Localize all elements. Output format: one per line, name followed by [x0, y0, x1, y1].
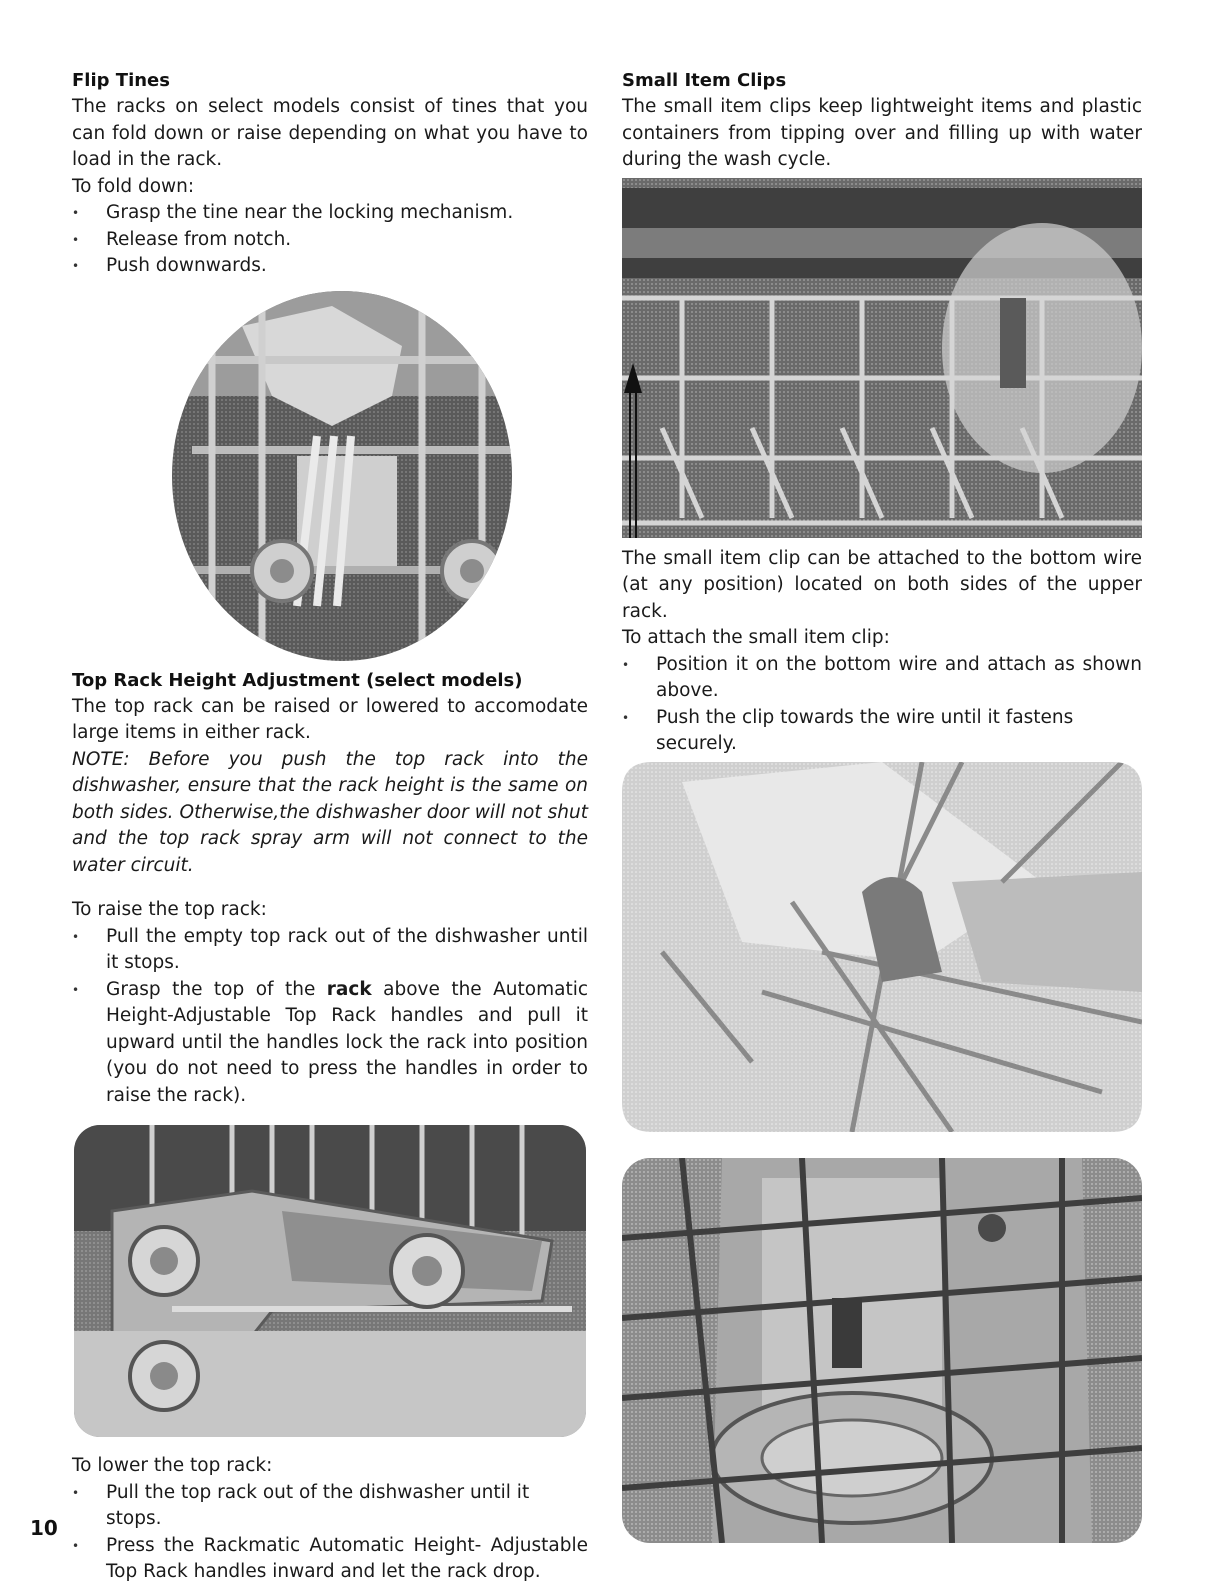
upper-rack-photo [622, 178, 1142, 538]
small-item-clips-intro: The small item clips keep lightweight items and plastic containers from tipping over and filling up with water during the wash cycle. [622, 96, 1142, 170]
fold-down-label: To fold down: [72, 175, 195, 197]
flip-tines-photo [72, 286, 588, 666]
clip-attach-photo [622, 762, 1142, 1132]
attach-step: • Position it on the bottom wire and attach as shown above. [622, 652, 1142, 705]
raise-step: • Pull the empty top rack out of the dishwasher until it stops. [72, 924, 588, 977]
raise-label: To raise the top rack: [72, 899, 267, 920]
attach-steps [622, 652, 1142, 758]
fold-step: • Release from notch. [72, 227, 588, 254]
small-item-clips-heading: Small Item Clips [622, 70, 787, 91]
attach-label: To attach the small item clip: [622, 627, 890, 648]
lower-steps [72, 1480, 588, 1586]
raise-steps [72, 924, 588, 1110]
fold-step: • Grasp the tine near the locking mechanism. [72, 200, 588, 227]
lower-step: • Press the Rackmatic Automatic Height- Adjustable Top Rack handles inward and let the rack drop. [72, 1533, 588, 1586]
top-rack-note: NOTE: Before you push the top rack into the dishwasher, ensure that the rack height is the same on both sides. Otherwise,the dishwasher door will not shut and the top rack spray arm will not connect to the water circuit. [72, 748, 588, 876]
attach-description: The small item clip can be attached to the bottom wire (at any position) located on both sides of the upper rack. [622, 547, 1142, 622]
rack-height-photo [72, 1121, 588, 1441]
page-number: 10 [30, 1516, 58, 1540]
lower-label: To lower the top rack: [72, 1455, 273, 1476]
attach-step: • Push the clip towards the wire until it fastens securely. [622, 705, 1142, 758]
raise-step [72, 977, 588, 1110]
left-column [72, 68, 588, 1586]
fold-down-steps [72, 200, 588, 280]
top-rack-intro: The top rack can be raised or lowered to accomodate large items in either rack. [72, 695, 588, 743]
clip-cup-photo [622, 1158, 1142, 1543]
raise-step-text: Grasp the top of the [106, 978, 327, 1000]
right-column [622, 68, 1142, 1543]
flip-tines-intro: The racks on select models consist of tines that you can fold down or raise depending on what you have to load in the rack. [72, 96, 588, 170]
flip-tines-heading: Flip Tines [72, 70, 170, 91]
raise-step-text: above the Automatic Height-Adjustable Top Rack handles and pull it upward until the handles lock the rack into position (you do not need to press the handles in order to raise the rack). [106, 978, 589, 1106]
top-rack-heading: Top Rack Height Adjustment (select models) [72, 669, 523, 691]
raise-step-bold: rack [326, 978, 372, 1000]
fold-step: • Push downwards. [72, 253, 588, 280]
lower-step: • Pull the top rack out of the dishwasher until it stops. [72, 1480, 588, 1533]
